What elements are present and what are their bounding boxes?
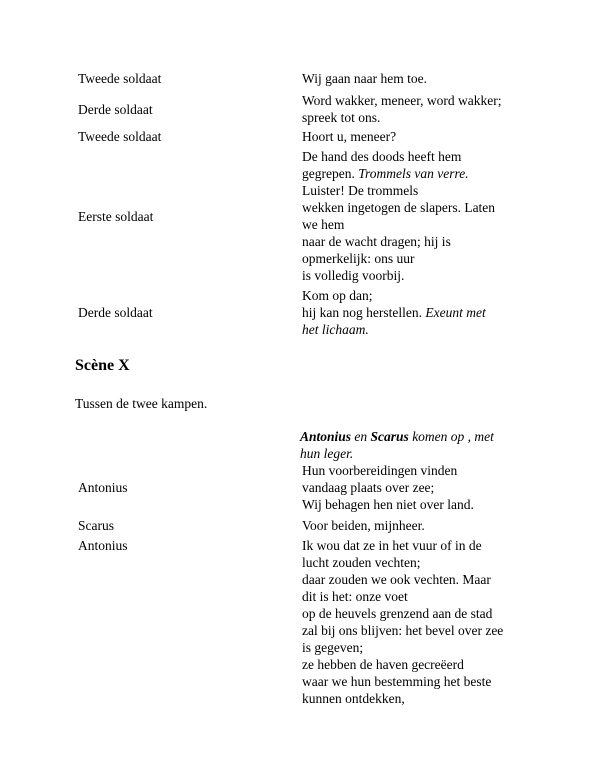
dialogue-row [78, 128, 538, 145]
dialogue-row [78, 92, 538, 126]
speech-line-text: hij kan nog herstellen. [302, 305, 422, 320]
speaker-name: Tweede soldaat [78, 129, 162, 144]
speech-line: op de heuvels grenzend aan de stad [302, 606, 493, 621]
dialogue-row [78, 517, 538, 534]
stage-direction-inline: Exeunt met [425, 305, 486, 320]
speech-line [302, 321, 538, 338]
stage-text: hun leger. [300, 446, 354, 461]
stage-conjunction: en [354, 429, 368, 444]
speech-line: lucht zouden vechten; [302, 555, 421, 570]
speech-line: Hun voorbereidingen vinden [302, 463, 458, 478]
speaker-name: Antonius [78, 480, 128, 495]
dialogue-row [78, 537, 538, 707]
stage-text: komen op , met [412, 429, 494, 444]
speech-line: dit is het: onze voet [302, 589, 408, 604]
speech-line: Word wakker, meneer, word wakker; [302, 93, 502, 108]
speech-line: wekken ingetogen de slapers. Laten [302, 200, 496, 215]
speech-line: ze hebben de haven gecreëerd [302, 657, 464, 672]
speech-line: Wij gaan naar hem toe. [302, 71, 428, 86]
dialogue-row [78, 462, 538, 513]
speech-text [300, 462, 538, 513]
scene-title: Scène X [75, 357, 130, 374]
speech-line: is gegeven; [302, 640, 364, 655]
speaker-name: Tweede soldaat [78, 71, 162, 86]
speech-text [300, 537, 538, 707]
speaker-name: Antonius [78, 538, 128, 553]
character-name: Antonius [300, 429, 352, 444]
speech-line: opmerkelijk: ons uur [302, 251, 415, 266]
speech-line: spreek tot ons. [302, 110, 381, 125]
speech-text [300, 128, 538, 145]
dialogue-row [78, 287, 538, 338]
speaker-name: Derde soldaat [78, 305, 153, 320]
speech-line: waar we hun bestemming het beste [302, 674, 492, 689]
speech-text [300, 517, 538, 534]
speech-line: Ik wou dat ze in het vuur of in de [302, 538, 482, 553]
dialogue-row [78, 70, 538, 87]
speech-line: Voor beiden, mijnheer. [302, 518, 425, 533]
dialogue-row [78, 148, 538, 284]
speech-line [302, 304, 538, 321]
speech-line: Hoort u, meneer? [302, 129, 397, 144]
character-name: Scarus [370, 429, 409, 444]
speech-text [300, 287, 538, 338]
stage-direction [300, 428, 540, 462]
speaker-name: Eerste soldaat [78, 208, 154, 224]
scene-location: Tussen de twee kampen. [75, 396, 208, 411]
speech-line: daar zouden we ook vechten. Maar [302, 572, 491, 587]
speech-line: we hem [302, 217, 345, 232]
speech-line: Luister! De trommels [302, 183, 419, 198]
stage-direction-inline: Trommels van verre. [358, 166, 469, 181]
speech-text [300, 148, 538, 284]
speech-line: naar de wacht dragen; hij is [302, 234, 451, 249]
speech-text [300, 92, 538, 126]
speech-line-text: gegrepen. [302, 166, 355, 181]
speech-line: De hand des doods heeft hem [302, 149, 462, 164]
stage-direction-inline: het lichaam. [302, 322, 369, 337]
speaker-name: Scarus [78, 518, 114, 533]
speech-line: zal bij ons blijven: het bevel over zee [302, 623, 504, 638]
speech-line [302, 165, 538, 182]
speech-line: vandaag plaats over zee; [302, 480, 435, 495]
speech-line: Kom op dan; [302, 288, 373, 303]
speech-text [300, 70, 538, 87]
speaker-name: Derde soldaat [78, 101, 153, 117]
speech-line: Wij behagen hen niet over land. [302, 497, 474, 512]
speech-line: is volledig voorbij. [302, 268, 405, 283]
speech-line: kunnen ontdekken, [302, 691, 405, 706]
